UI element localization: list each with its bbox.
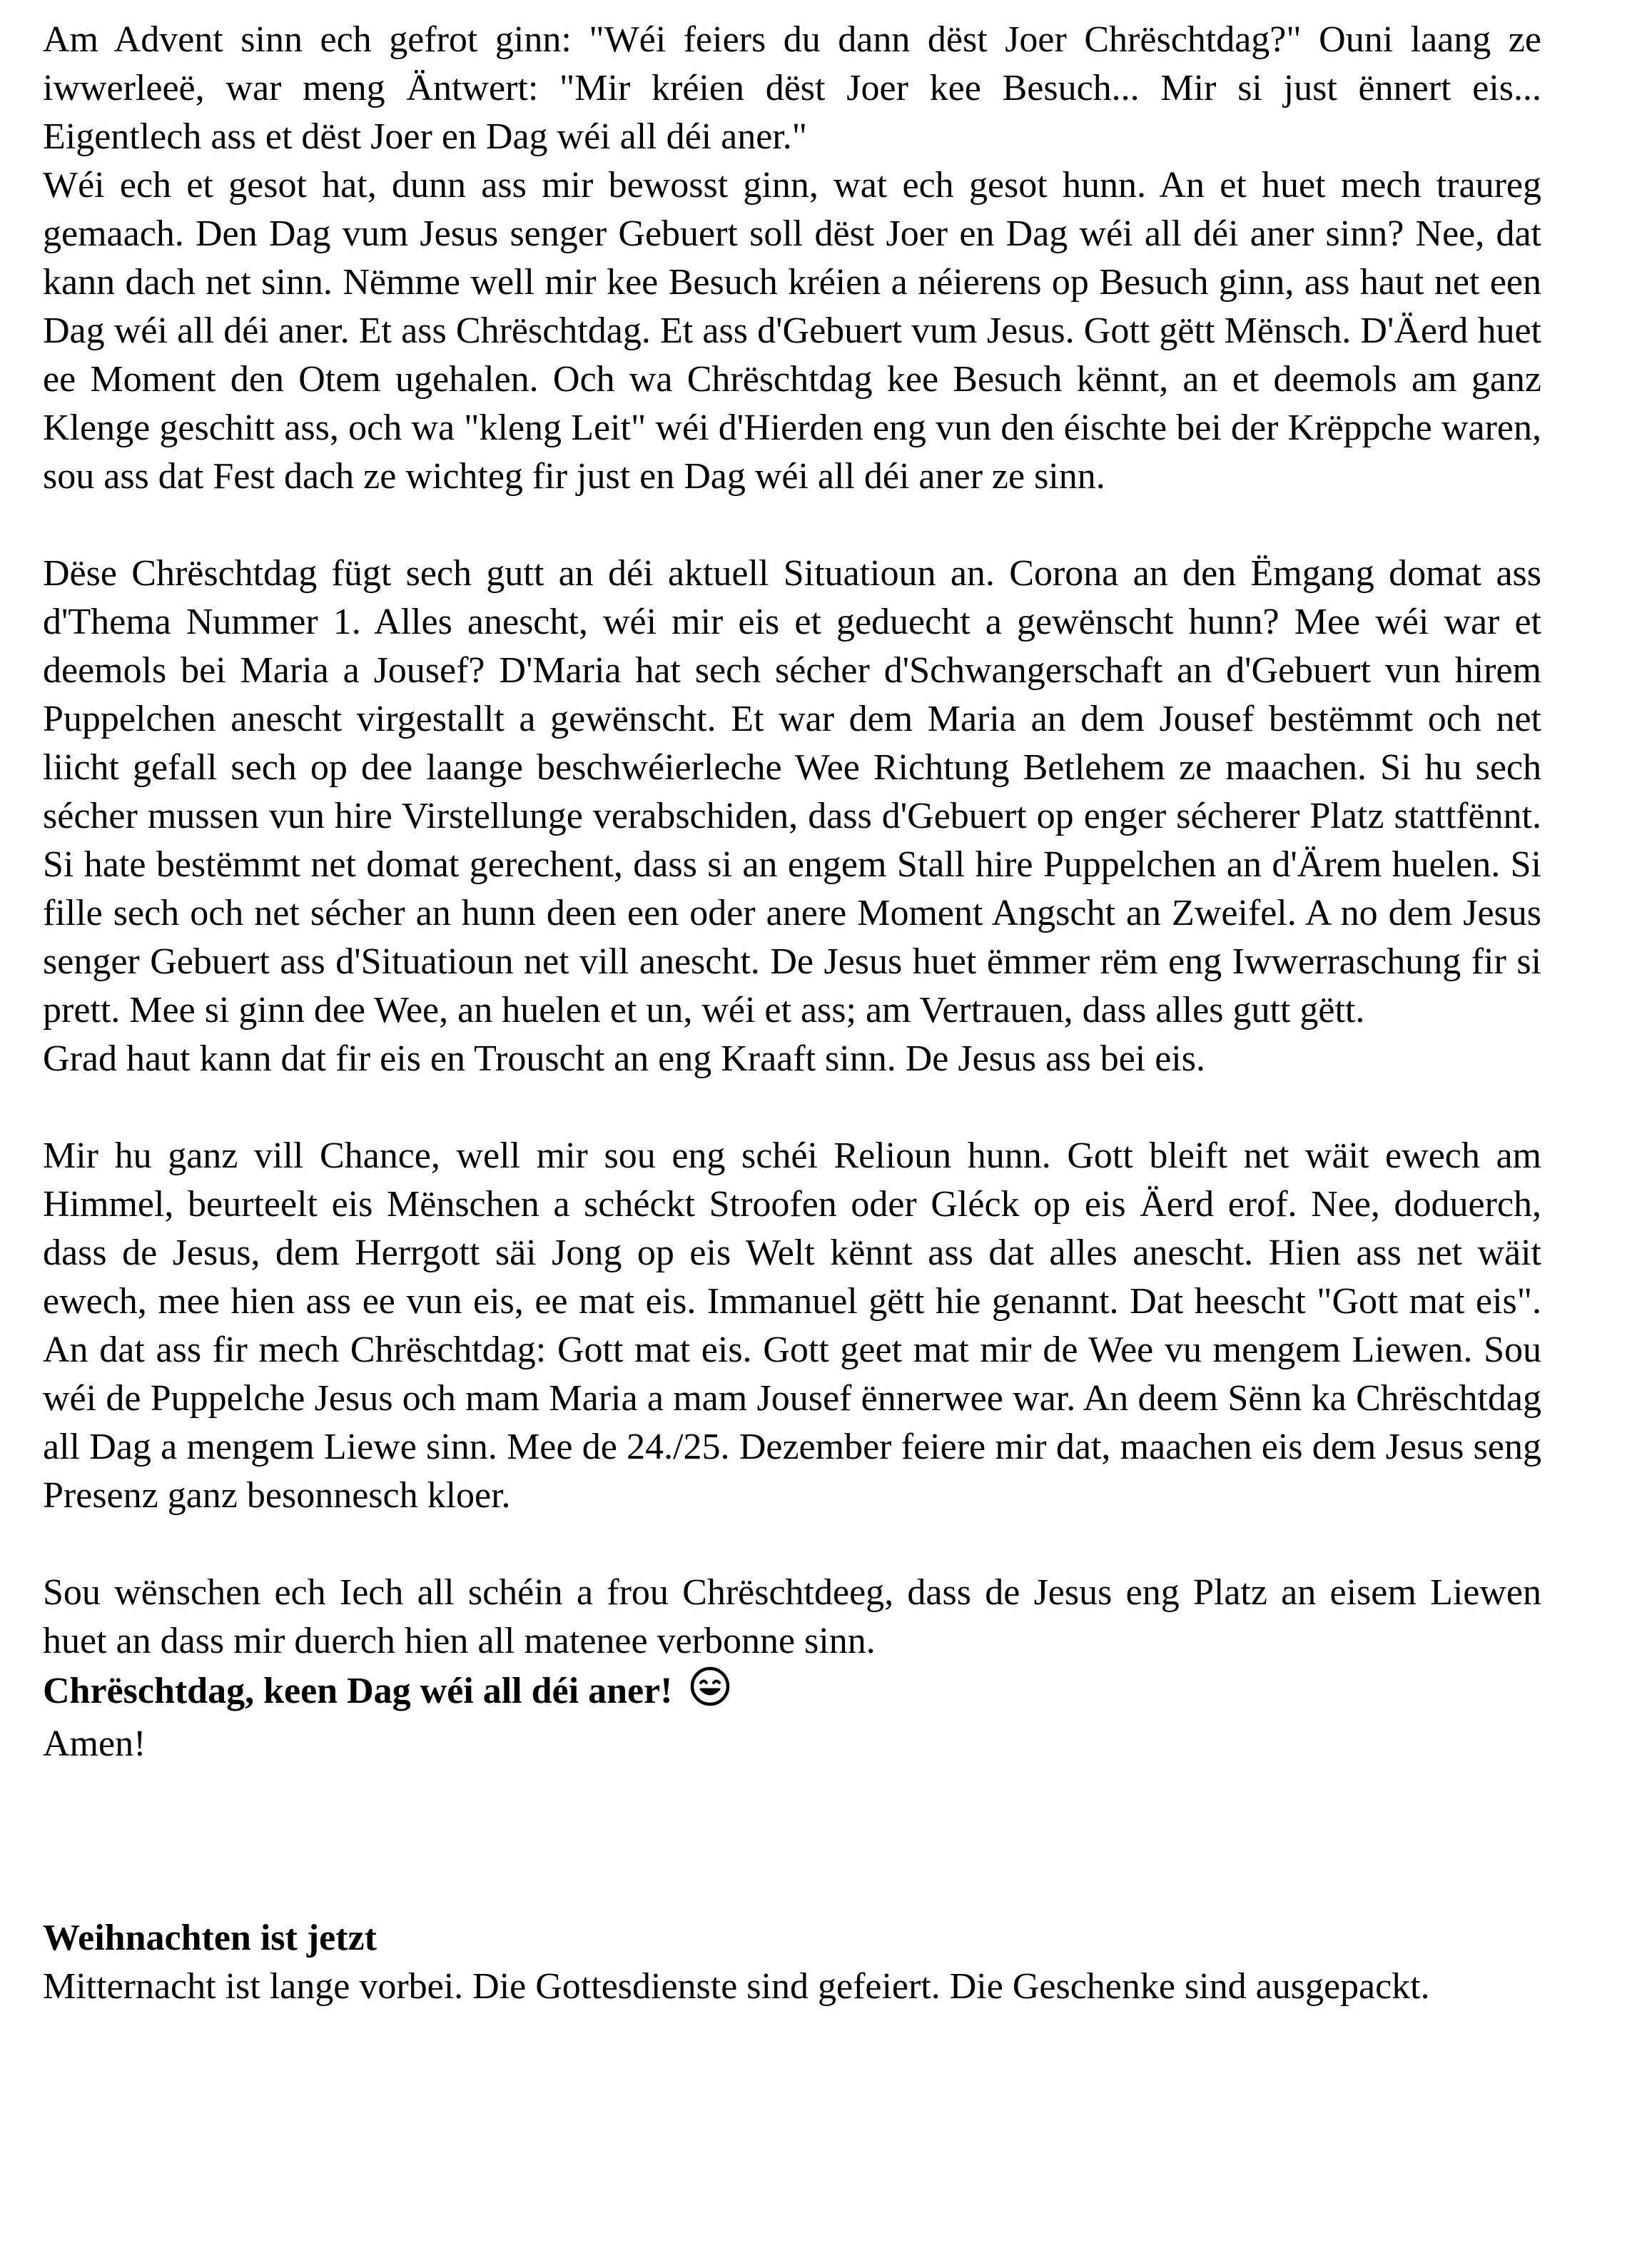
paragraph-comfort: Grad haut kann dat fir eis en Trouscht an eng Kraaft sinn. De Jesus ass bei eis.	[43, 1038, 1205, 1079]
section-spacer	[43, 1768, 1541, 1914]
winking-smiley-icon	[689, 1666, 731, 1720]
document-page	[43, 16, 1541, 2011]
paragraph-christmas-wishes: Sou wënschen ech Iech all schéin a frou Chrëschtdeeg, dass de Jesus eng Platz an eisem Liewen huet an dass mir duerch hien all matenee verbonne sinn.	[43, 1572, 1541, 1661]
paragraph-immanuel: Mir hu ganz vill Chance, well mir sou eng schéi Relioun hunn. Gott bleift net wäit ewech am Himmel, beurteelt eis Mënschen a schéckt Stroofen oder Gléck op eis Äerd erof. Nee, doduerch, dass de Jesus, dem Herrgott säi Jong op eis Welt kënnt ass dat alles anescht. Hien ass net wäit ewech, mee hien ass ee vun eis, ee mat eis. Immanuel gëtt hie genannt. Dat heescht "Gott mat eis". An dat ass fir mech Chrëschtdag: Gott mat eis. Gott geet mat mir de Wee vu mengem Liewen. Sou wéi de Puppelche Jesus och mam Maria a mam Jousef ënnerwee war. An deem Sënn ka Chrëschtdag all Dag a mengem Liewe sinn. Mee de 24./25. Dezember feiere mir dat, maachen eis dem Jesus seng Presenz ganz besonnesch kloer.	[43, 1135, 1541, 1516]
amen-line: Amen!	[43, 1723, 146, 1764]
paragraph-spacer	[43, 1520, 1541, 1569]
paragraph-spacer	[43, 501, 1541, 550]
closing-bold-text: Chrëschtdag, keen Dag wéi all déi aner!	[43, 1671, 673, 1711]
paragraph-reflection: Wéi ech et gesot hat, dunn ass mir bewosst ginn, wat ech gesot hunn. An et huet mech traureg gemaach. Den Dag vum Jesus senger Gebuert soll dëst Joer en Dag wéi all déi aner sinn? Nee, dat kann dach net sinn. Nëmme well mir kee Besuch kréien a néierens op Besuch ginn, ass haut net een Dag wéi all déi aner. Et ass Chrëschtdag. Et ass d'Gebuert vum Jesus. Gott gëtt Mënsch. D'Äerd huet ee Moment den Otem ugehalen. Och wa Chrëschtdag kee Besuch kënnt, an et deemols am ganz Klenge geschitt ass, och wa "kleng Leit" wéi d'Hierden eng vun den éischte bei der Krëppche waren, sou ass dat Fest dach ze wichteg fir just en Dag wéi all déi aner ze sinn.	[43, 165, 1541, 497]
section-text: Mitternacht ist lange vorbei. Die Gottesdienste sind gefeiert. Die Geschenke sind ausgepackt.	[43, 1966, 1430, 2007]
paragraph-corona-situation: Dëse Chrëschtdag fügt sech gutt an déi aktuell Situatioun an. Corona an den Ëmgang domat ass d'Thema Nummer 1. Alles anescht, wéi mir eis et geduecht a gewënscht hunn? Mee wéi war et deemols bei Maria a Jousef? D'Maria hat sech sécher d'Schwangerschaft an d'Gebuert vun hirem Puppelchen anescht virgestallt a gewënscht. Et war dem Maria an dem Jousef bestëmmt och net liicht gefall sech op dee laange beschwéierleche Wee Richtung Betlehem ze maachen. Si hu sech sécher mussen vun hire Virstellunge verabschiden, dass d'Gebuert op enger sécherer Platz stattfënnt. Si hate bestëmmt net domat gerechent, dass si an engem Stall hire Puppelchen an d'Ärem huelen. Si fille sech och net sécher an hunn deen een oder anere Moment Angscht an Zweifel. A no dem Jesus senger Gebuert ass d'Situatioun net vill anescht. De Jesus huet ëmmer rëm eng Iwwerraschung fir si prett. Mee si ginn dee Wee, an huelen et un, wéi et ass; am Vertrauen, dass alles gutt gëtt.	[43, 553, 1541, 1031]
section-heading: Weihnachten ist jetzt	[43, 1918, 377, 1958]
paragraph-advent-question: Am Advent sinn ech gefrot ginn: "Wéi feiers du dann dëst Joer Chrëschtdag?" Ouni laang ze iwwerleeë, war meng Äntwert: "Mir kréien dëst Joer kee Besuch... Mir si just ënnert eis... Eigentlech ass et dëst Joer en Dag wéi all déi aner."	[43, 19, 1541, 157]
paragraph-spacer	[43, 1083, 1541, 1132]
closing-bold-line	[43, 1666, 1541, 1720]
